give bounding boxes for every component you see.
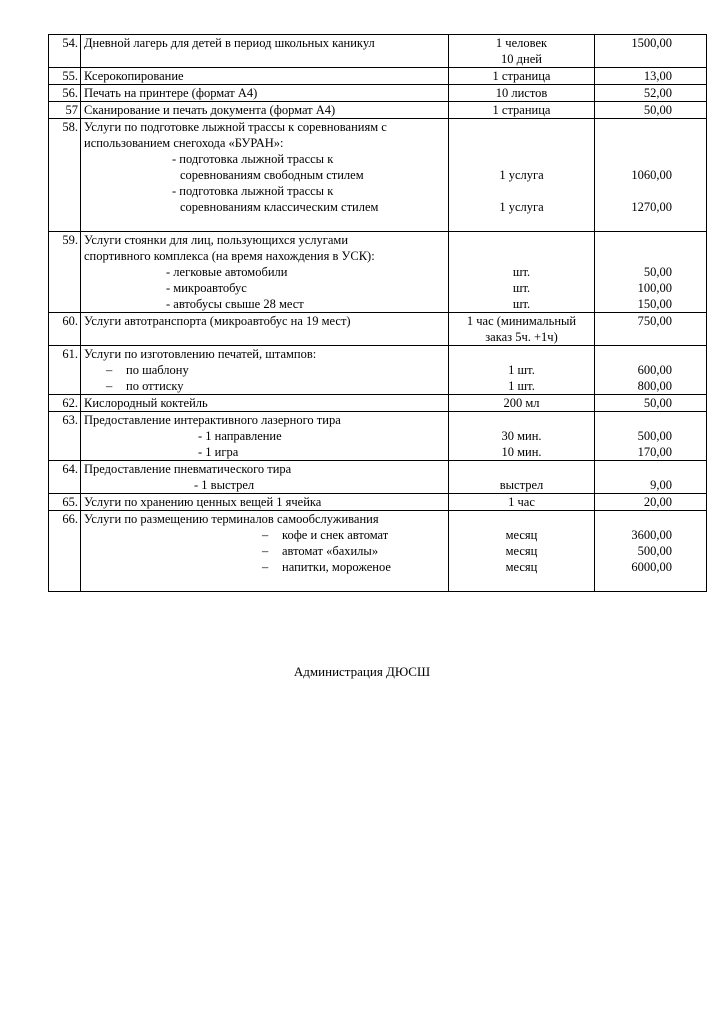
row-price: 600,00 800,00 (595, 346, 707, 395)
table-row (49, 346, 707, 395)
row-price: 1060,00 1270,00 (595, 119, 707, 232)
row-number: 61. (49, 346, 81, 395)
dash-bullet-icon: – (262, 560, 269, 574)
row-unit: 30 мин. 10 мин. (449, 412, 595, 461)
row-number: 62. (49, 395, 81, 412)
row-number: 56. (49, 85, 81, 102)
row-number: 58. (49, 119, 81, 232)
row-unit: 1 страница (449, 68, 595, 85)
row-price: 50,00 (595, 102, 707, 119)
row-name: Услуги автотранспорта (микроавтобус на 19 мест) (81, 313, 449, 346)
dash-bullet-icon: – (106, 379, 113, 393)
table-row (49, 68, 707, 85)
table-row (49, 119, 707, 232)
row-name: Предоставление интерактивного лазерного тира - 1 направление - 1 игра (81, 412, 449, 461)
row-price: 13,00 (595, 68, 707, 85)
row-name: Сканирование и печать документа (формат А4) (81, 102, 449, 119)
row-name: Ксерокопирование (81, 68, 449, 85)
row-unit: 1 страница (449, 102, 595, 119)
row-number: 65. (49, 494, 81, 511)
row-price: 52,00 (595, 85, 707, 102)
row-name: Предоставление пневматического тира - 1 выстрел (81, 461, 449, 494)
row-number: 63. (49, 412, 81, 461)
table-row (49, 461, 707, 494)
dash-bullet-icon: – (106, 363, 113, 377)
row-name: Дневной лагерь для детей в период школьных каникул (81, 35, 449, 68)
row-unit: 1 услуга 1 услуга (449, 119, 595, 232)
row-name: Услуги по размещению терминалов самообслуживания – кофе и снек автомат – автомат «бахилы» – напитки, мороженое (81, 511, 449, 592)
row-number: 64. (49, 461, 81, 494)
footer-signature: Администрация ДЮСШ (293, 664, 431, 679)
row-name: Услуги по подготовке лыжной трассы к соревнованиям с использованием снегохода «БУРАН»: - подготовка лыжной трассы к соревнованиям свободным стилем - подготовка лыжной трассы к соревнованиям классическим стилем (81, 119, 449, 232)
price-table (48, 34, 707, 592)
row-price: 20,00 (595, 494, 707, 511)
row-price: 750,00 (595, 313, 707, 346)
row-price: 50,00 (595, 395, 707, 412)
row-number: 60. (49, 313, 81, 346)
row-unit: 200 мл (449, 395, 595, 412)
row-name: Кислородный коктейль (81, 395, 449, 412)
row-number: 57 (49, 102, 81, 119)
row-number: 55. (49, 68, 81, 85)
row-price: 50,00 100,00 150,00 (595, 232, 707, 313)
row-price: 3600,00 500,00 6000,00 (595, 511, 707, 592)
dash-bullet-icon: – (262, 544, 269, 558)
table-row (49, 102, 707, 119)
table-row (49, 494, 707, 511)
table-row (49, 232, 707, 313)
row-name: Печать на принтере (формат А4) (81, 85, 449, 102)
row-number: 59. (49, 232, 81, 313)
row-name: Услуги по изготовлению печатей, штампов: – по шаблону – по оттиску (81, 346, 449, 395)
row-name: Услуги стоянки для лиц, пользующихся услугами спортивного комплекса (на время нахождения в УСК): - легковые автомобили - микроавтобус - автобусы свыше 28 мест (81, 232, 449, 313)
row-unit: выстрел (449, 461, 595, 494)
row-unit: 1 час (минимальный заказ 5ч. +1ч) (449, 313, 595, 346)
row-number: 54. (49, 35, 81, 68)
row-number: 66. (49, 511, 81, 592)
row-unit: месяц месяц месяц (449, 511, 595, 592)
dash-bullet-icon: – (262, 528, 269, 542)
row-unit: 10 листов (449, 85, 595, 102)
row-name: Услуги по хранению ценных вещей 1 ячейка (81, 494, 449, 511)
table-row (49, 35, 707, 68)
table-row (49, 85, 707, 102)
row-price: 9,00 (595, 461, 707, 494)
table-row (49, 412, 707, 461)
table-row (49, 313, 707, 346)
table-row (49, 395, 707, 412)
table-row (49, 511, 707, 592)
row-unit: шт. шт. шт. (449, 232, 595, 313)
row-price: 500,00 170,00 (595, 412, 707, 461)
row-price: 1500,00 (595, 35, 707, 68)
row-unit: 1 час (449, 494, 595, 511)
row-unit: 1 шт. 1 шт. (449, 346, 595, 395)
row-unit: 1 человек 10 дней (449, 35, 595, 68)
